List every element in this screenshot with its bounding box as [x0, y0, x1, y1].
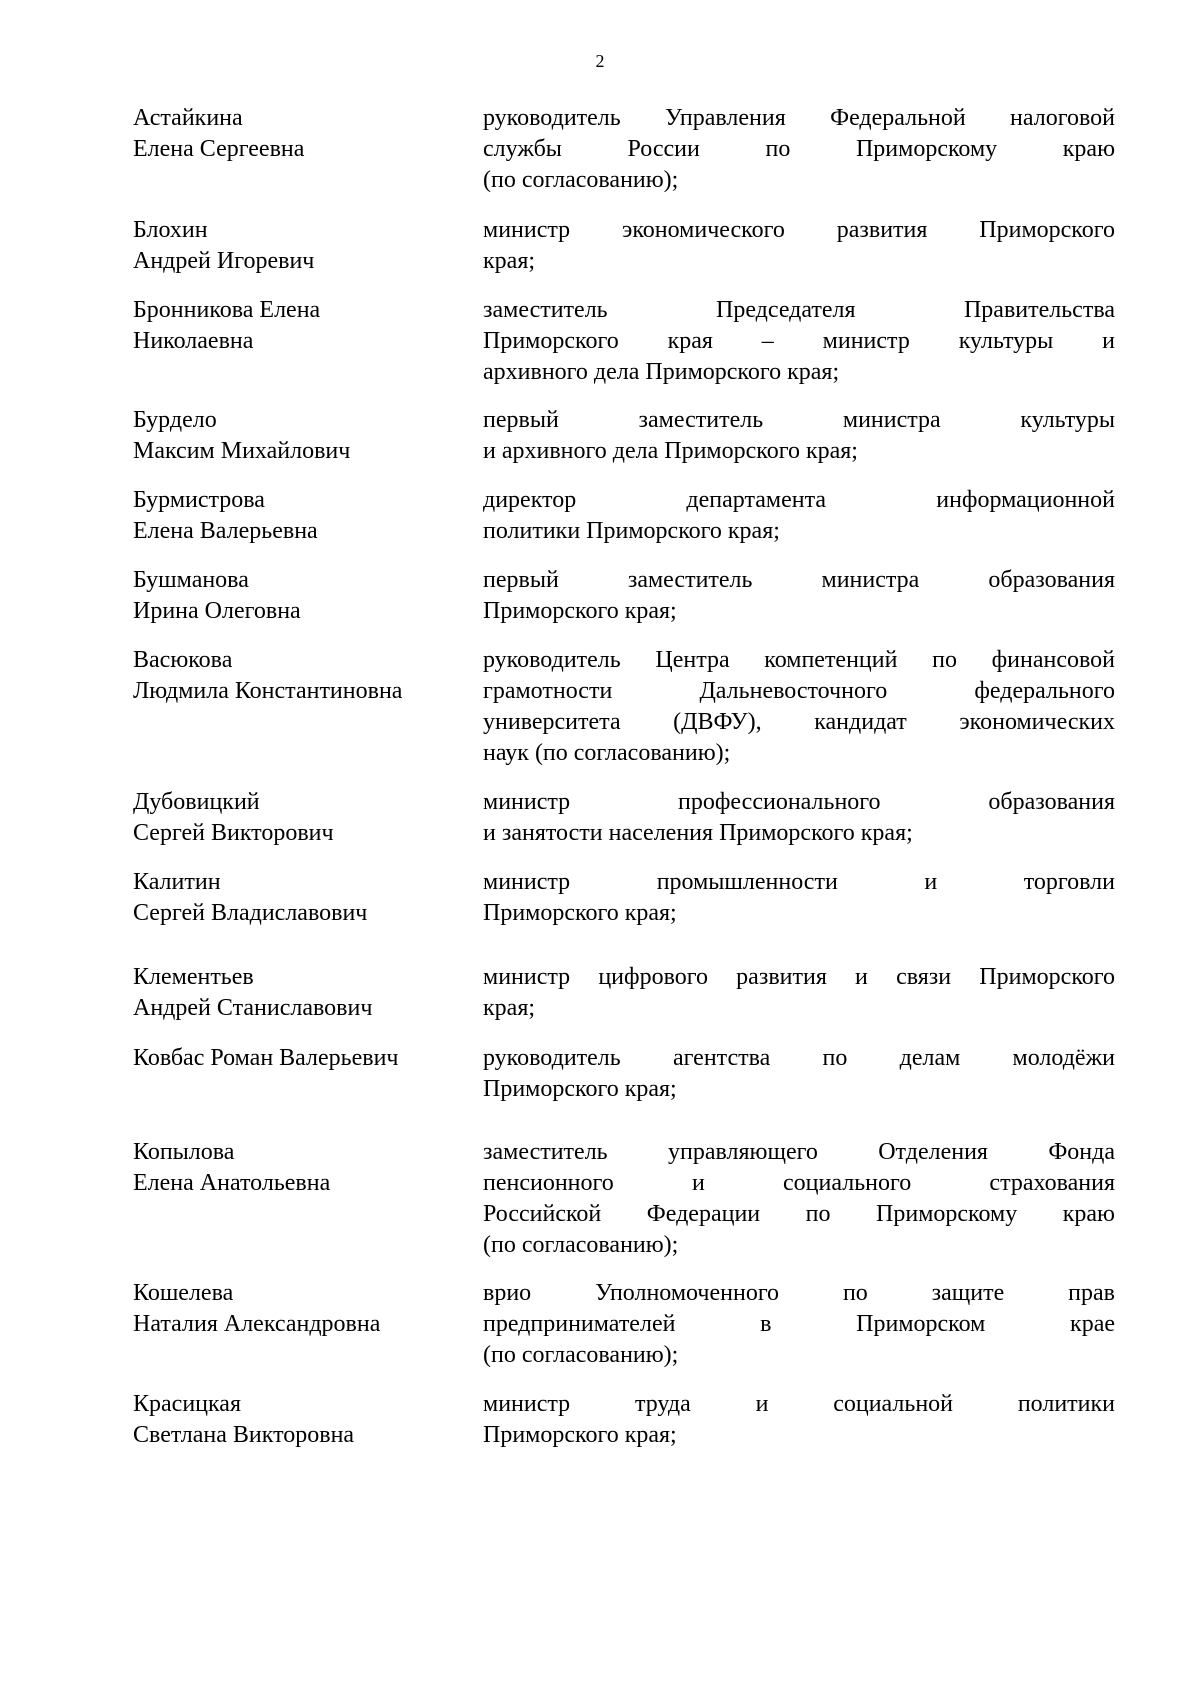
position-line: и занятости населения Приморского края;	[483, 820, 913, 846]
member-name	[133, 962, 473, 1024]
member-name	[133, 1137, 473, 1199]
member-given-names: Андрей Игоревич	[133, 248, 315, 274]
member-surname: Ковбас Роман Валерьевич	[133, 1045, 399, 1071]
position-line: пенсионного и социального страхования	[483, 1170, 1115, 1196]
member-given-names: Елена Анатольевна	[133, 1170, 331, 1196]
position-line: министр экономического развития Приморского	[483, 217, 1115, 243]
position-line: (по согласованию);	[483, 167, 679, 193]
member-position	[483, 867, 1115, 929]
member-surname: Бурмистрова	[133, 487, 265, 513]
member-given-names: Максим Михайлович	[133, 438, 351, 464]
member-position	[483, 295, 1115, 388]
member-name	[133, 1389, 473, 1451]
position-line: края;	[483, 248, 536, 274]
position-line: Приморского края;	[483, 1422, 677, 1448]
member-given-names: Андрей Станиславович	[133, 995, 373, 1021]
position-line: заместитель управляющего Отделения Фонда	[483, 1139, 1115, 1165]
member-position	[483, 215, 1115, 277]
member-surname: Дубовицкий	[133, 789, 260, 815]
position-line: Приморского края;	[483, 1076, 677, 1102]
position-line: руководитель агентства по делам молодёжи	[483, 1045, 1115, 1071]
position-line: Российской Федерации по Приморскому краю	[483, 1201, 1115, 1227]
position-line: Приморского края;	[483, 900, 677, 926]
member-name	[133, 1043, 473, 1074]
position-line: (по согласованию);	[483, 1342, 679, 1368]
member-surname: Бурдело	[133, 407, 217, 433]
member-name	[133, 215, 473, 277]
member-given-names: Сергей Владиславович	[133, 900, 368, 926]
member-surname: Бронникова Елена	[133, 297, 321, 323]
member-position	[483, 405, 1115, 467]
position-line: края;	[483, 995, 536, 1021]
position-line: министр цифрового развития и связи Приморского	[483, 964, 1115, 990]
position-line: министр профессионального образования	[483, 789, 1115, 815]
position-line: министр труда и социальной политики	[483, 1391, 1115, 1417]
member-position	[483, 1389, 1115, 1451]
position-line: руководитель Управления Федеральной налоговой	[483, 105, 1115, 131]
position-line: врио Уполномоченного по защите прав	[483, 1280, 1115, 1306]
member-surname: Клементьев	[133, 964, 254, 990]
position-line: Приморского края;	[483, 598, 677, 624]
position-line: директор департамента информационной	[483, 487, 1115, 513]
position-line: заместитель Председателя Правительства	[483, 297, 1115, 323]
member-surname: Кошелева	[133, 1280, 234, 1306]
member-surname: Красицкая	[133, 1391, 241, 1417]
member-name	[133, 485, 473, 547]
position-line: архивного дела Приморского края;	[483, 359, 840, 385]
member-surname: Калитин	[133, 869, 221, 895]
member-given-names: Сергей Викторович	[133, 820, 334, 846]
position-line: грамотности Дальневосточного федерального	[483, 678, 1115, 704]
member-given-names: Светлана Викторовна	[133, 1422, 355, 1448]
member-position	[483, 1278, 1115, 1371]
position-line: политики Приморского края;	[483, 518, 780, 544]
member-surname: Астайкина	[133, 105, 243, 131]
member-name	[133, 787, 473, 849]
position-line: первый заместитель министра культуры	[483, 407, 1115, 433]
position-line: первый заместитель министра образования	[483, 567, 1115, 593]
member-position	[483, 565, 1115, 627]
member-given-names: Елена Сергеевна	[133, 136, 305, 162]
position-line: руководитель Центра компетенций по финансовой	[483, 647, 1115, 673]
position-line: и архивного дела Приморского края;	[483, 438, 858, 464]
member-surname: Копылова	[133, 1139, 235, 1165]
member-name	[133, 295, 473, 357]
member-surname: Блохин	[133, 217, 208, 243]
member-given-names: Елена Валерьевна	[133, 518, 318, 544]
position-line: службы России по Приморскому краю	[483, 136, 1115, 162]
member-given-names: Ирина Олеговна	[133, 598, 301, 624]
member-position	[483, 787, 1115, 849]
member-position	[483, 1043, 1115, 1105]
member-name	[133, 1278, 473, 1340]
position-line: университета (ДВФУ), кандидат экономических	[483, 709, 1115, 735]
member-name	[133, 565, 473, 627]
position-line: предпринимателей в Приморском крае	[483, 1311, 1115, 1337]
member-given-names: Наталия Александровна	[133, 1311, 381, 1337]
member-name	[133, 645, 473, 707]
member-name	[133, 405, 473, 467]
position-line: министр промышленности и торговли	[483, 869, 1115, 895]
member-name	[133, 103, 473, 165]
member-position	[483, 962, 1115, 1024]
position-line: Приморского края – министр культуры и	[483, 328, 1115, 354]
member-surname: Бушманова	[133, 567, 249, 593]
member-given-names: Николаевна	[133, 328, 254, 354]
member-name	[133, 867, 473, 929]
member-position	[483, 645, 1115, 769]
member-position	[483, 485, 1115, 547]
position-line: (по согласованию);	[483, 1232, 679, 1258]
member-surname: Васюкова	[133, 647, 233, 673]
position-line: наук (по согласованию);	[483, 740, 731, 766]
member-position	[483, 1137, 1115, 1261]
member-position	[483, 103, 1115, 196]
member-given-names: Людмила Константиновна	[133, 678, 403, 704]
page-number: 2	[595, 51, 605, 71]
